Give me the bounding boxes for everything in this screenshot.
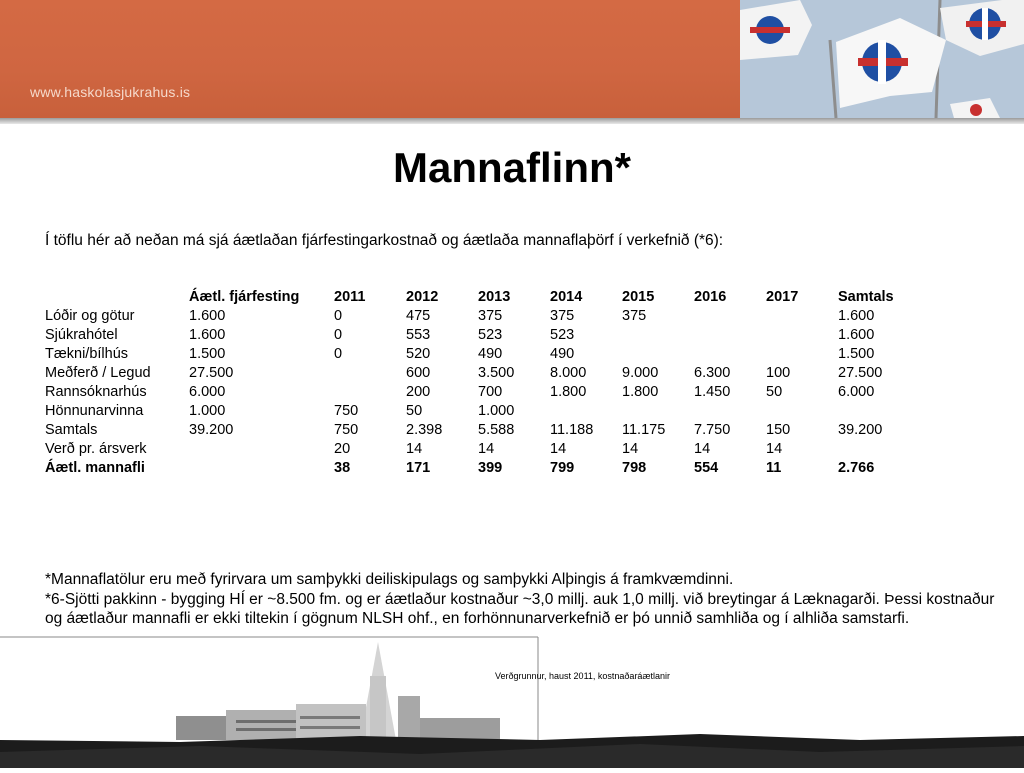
page-title: Mannaflinn*: [393, 144, 631, 191]
table-cell: 1.000: [189, 403, 226, 419]
table-cell: [622, 403, 694, 422]
table-cell: 1.500: [838, 346, 875, 362]
table-cell: 8.000: [550, 365, 587, 381]
table-cell: 11.175: [622, 422, 666, 438]
table-cell: [334, 384, 406, 403]
table-cell: 150: [766, 422, 791, 438]
table-cell: 14: [550, 441, 567, 457]
row-label: Rannsóknarhús: [45, 384, 147, 400]
table-row: [45, 327, 918, 346]
table-total-row: [45, 460, 918, 479]
header-cell: Samtals: [838, 289, 894, 305]
header-cell: [45, 289, 189, 308]
table-cell: 554: [694, 460, 719, 476]
header-banner: [0, 0, 1024, 122]
table-cell: 7.750: [694, 422, 731, 438]
source-caption: Verðgrunnur, haust 2011, kostnaðaráætlanir: [495, 671, 670, 681]
table-cell: 1.600: [189, 327, 226, 343]
table-cell: 0: [334, 346, 343, 362]
table-row: [45, 403, 918, 422]
table-cell: 2.398: [406, 422, 443, 438]
table-cell: 9.000: [622, 365, 659, 381]
table-cell: 375: [550, 308, 575, 324]
table-cell: 50: [406, 403, 423, 419]
table-cell: 14: [766, 441, 783, 457]
table-cell: 490: [478, 346, 503, 362]
table-cell: 750: [334, 403, 359, 419]
table-cell: [694, 327, 766, 346]
table-cell: 39.200: [189, 422, 234, 438]
table-row: [45, 422, 918, 441]
table-cell: 14: [478, 441, 495, 457]
table-cell: 171: [406, 460, 431, 476]
table-cell: 6.300: [694, 365, 731, 381]
table-cell: [622, 346, 694, 365]
row-label: Samtals: [45, 422, 98, 438]
footnote: *Mannaflatölur eru með fyrirvara um samþykki deiliskipulags og samþykki Alþingis á framkvæmdinni.: [45, 571, 734, 588]
table-cell: 11: [766, 460, 782, 476]
table-cell: [334, 365, 406, 384]
table-cell: [550, 403, 622, 422]
table-cell: [694, 308, 766, 327]
table-cell: [838, 441, 918, 460]
header-cell: 2015: [622, 289, 655, 305]
table-row: [45, 308, 918, 327]
table-cell: 700: [478, 384, 503, 400]
header-divider: [0, 118, 1024, 124]
table-cell: 1.800: [550, 384, 587, 400]
table-cell: 1.000: [478, 403, 515, 419]
table-row: [45, 384, 918, 403]
table-cell: 11.188: [550, 422, 594, 438]
table-row: [45, 365, 918, 384]
table-cell: 14: [622, 441, 639, 457]
table-header-row: [45, 289, 918, 308]
row-label: Sjúkrahótel: [45, 327, 118, 343]
header-cell: 2013: [478, 289, 511, 305]
table-cell: 14: [694, 441, 711, 457]
table-cell: [189, 441, 334, 460]
table-row: [45, 346, 918, 365]
table-cell: 1.600: [189, 308, 226, 324]
table-cell: 0: [334, 327, 343, 343]
table-cell: [766, 327, 838, 346]
header-orange-band: [0, 0, 740, 118]
header-url: www.haskolasjukrahus.is: [30, 84, 191, 100]
table-cell: [766, 346, 838, 365]
table-cell: 750: [334, 422, 359, 438]
row-label: Lóðir og götur: [45, 308, 135, 324]
table-cell: 5.588: [478, 422, 515, 438]
table-cell: [766, 308, 838, 327]
table-cell: 20: [334, 441, 351, 457]
header-cell: Áætl. fjárfesting: [189, 289, 300, 305]
table-cell: 27.500: [838, 365, 883, 381]
row-label: Tækni/bílhús: [45, 346, 129, 362]
table-cell: 14: [406, 441, 423, 457]
table-cell: 553: [406, 327, 431, 343]
table-cell: [189, 460, 334, 479]
table-cell: 799: [550, 460, 575, 476]
row-label: Áætl. mannafli: [45, 460, 145, 476]
row-label: Hönnunarvinna: [45, 403, 144, 419]
row-label: Meðferð / Legud: [45, 365, 151, 381]
flags-photo: [740, 0, 1024, 118]
table-cell: 375: [478, 308, 503, 324]
table-cell: [838, 403, 918, 422]
table-cell: [694, 403, 766, 422]
header-cell: 2012: [406, 289, 439, 305]
skyline-graphic: [0, 636, 1024, 768]
table-cell: 523: [550, 327, 575, 343]
intro-text: Í töflu hér að neðan má sjá áætlaðan fjárfestingarkostnað og áætlaða mannaflaþörf í verkefnið (*6):: [45, 232, 724, 249]
flags-image: [740, 0, 1024, 118]
header-cell: 2016: [694, 289, 727, 305]
table-cell: 6.000: [838, 384, 875, 400]
table-cell: 2.766: [838, 460, 875, 476]
table-cell: 50: [766, 384, 783, 400]
header-cell: 2017: [766, 289, 799, 305]
header-cell: 2011: [334, 289, 366, 305]
table-cell: 1.600: [838, 308, 875, 324]
footnote: *6-Sjötti pakkinn - bygging HÍ er ~8.500 fm. og er áætlaður kostnaður ~3,0 millj. auk 1,0 millj. við breytingar á Læknagarði. Þessi kostnaður og áætlaður mannafli er ekki tiltekin í gögnum NLSH ohf., en forhönnunarverkefnið er þó unnið samhliða og í alhliða samstarfi.: [45, 590, 995, 627]
table-cell: 520: [406, 346, 431, 362]
table-cell: 27.500: [189, 365, 234, 381]
table-cell: [766, 403, 838, 422]
table-cell: 38: [334, 460, 351, 476]
table-cell: 39.200: [838, 422, 883, 438]
footnotes: [45, 570, 1005, 629]
table-cell: 1.450: [694, 384, 731, 400]
table-cell: 0: [334, 308, 343, 324]
row-label: Verð pr. ársverk: [45, 441, 147, 457]
table-cell: 600: [406, 365, 431, 381]
table-cell: 1.500: [189, 346, 226, 362]
header-cell: 2014: [550, 289, 583, 305]
table-cell: 200: [406, 384, 431, 400]
table-cell: 1.600: [838, 327, 875, 343]
table-cell: 6.000: [189, 384, 226, 400]
table-row: [45, 441, 918, 460]
table-cell: 523: [478, 327, 503, 343]
table-cell: 100: [766, 365, 791, 381]
table-cell: 3.500: [478, 365, 515, 381]
hospital-skyline-image: [0, 636, 1024, 768]
table-cell: 375: [622, 308, 647, 324]
table-cell: [622, 327, 694, 346]
table-cell: 475: [406, 308, 431, 324]
table-cell: 1.800: [622, 384, 659, 400]
investment-table: [45, 289, 918, 479]
table-cell: [694, 346, 766, 365]
table-cell: 798: [622, 460, 647, 476]
table-cell: 490: [550, 346, 575, 362]
table-cell: 399: [478, 460, 503, 476]
